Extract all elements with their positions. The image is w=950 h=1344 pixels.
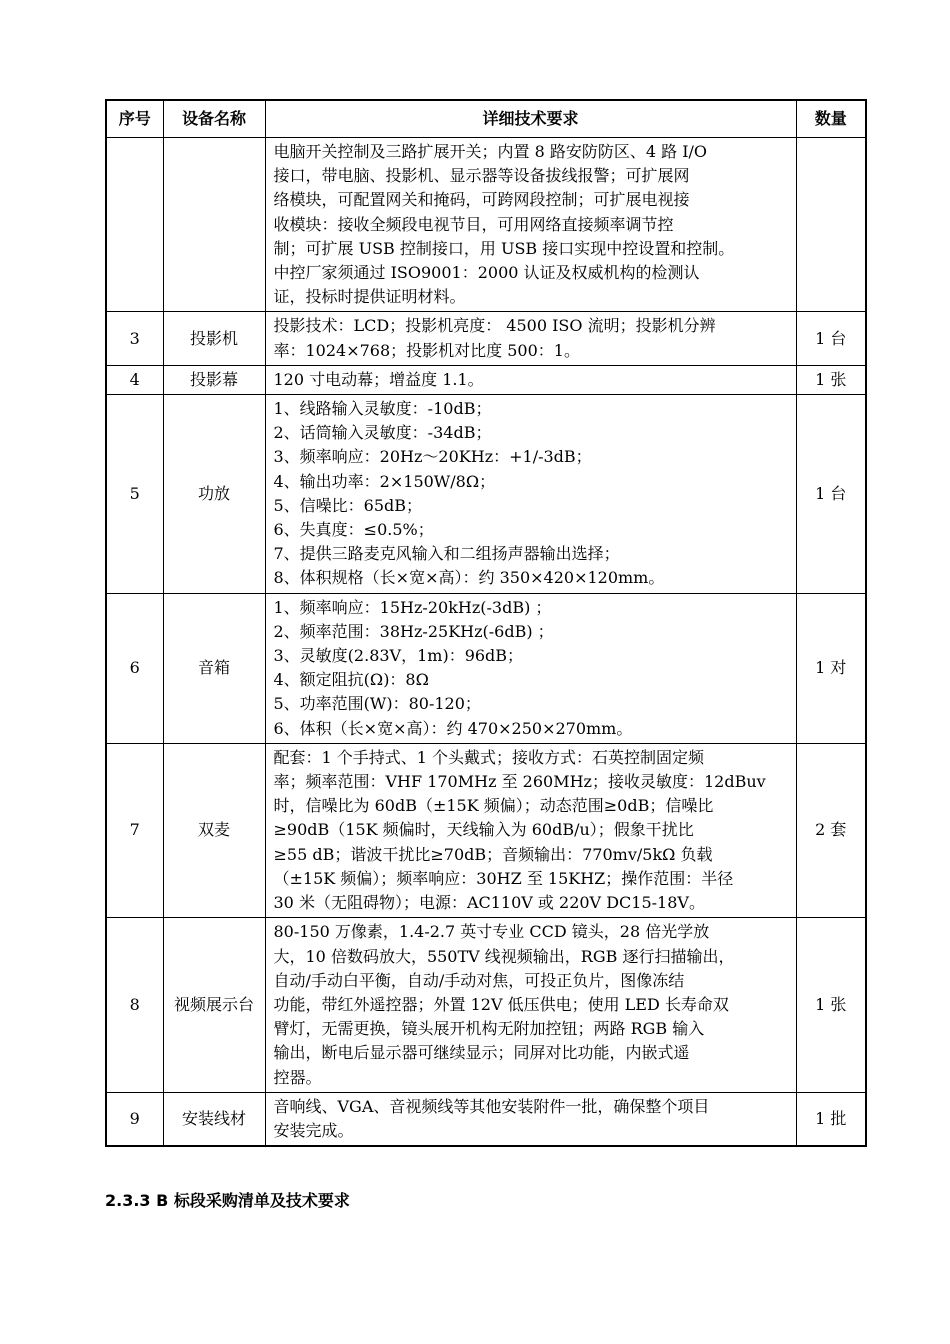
requirement-line: 80-150 万像素，1.4-2.7 英寸专业 CCD 镜头，28 倍光学放 [273, 922, 710, 942]
requirement-line: 证，投标时提供证明材料。 [273, 287, 466, 307]
quantity [796, 138, 866, 312]
requirement-line: ≥90dB（15K 频偏时，天线输入为 60dB/u）；假象干扰比 [273, 820, 694, 840]
quantity: 1 批 [796, 1092, 866, 1146]
requirement-line: 1、线路输入灵敏度：-10dB； [273, 399, 492, 419]
requirement-line: 中控厂家须通过 ISO9001：2000 认证及权威机构的检测认 [273, 263, 700, 283]
requirement-line: 络模块，可配置网关和掩码，可跨网段控制；可扩展电视接 [273, 190, 690, 210]
requirement-line: 自动/手动白平衡，自动/手动对焦，可投正负片，图像冻结 [273, 970, 685, 990]
requirement-line: 输出，断电后显示器可继续显示；同屏对比功能，内嵌式遥 [273, 1043, 690, 1063]
requirement-line: 6、体积（长×宽×高）：约 470×250×270mm。 [273, 718, 633, 738]
row-number: 4 [106, 365, 163, 394]
table-row [106, 1092, 866, 1146]
technical-requirements [265, 743, 796, 917]
requirement-line: 收模块：接收全频段电视节目，可用网络直接频率调节控 [273, 214, 674, 234]
requirement-line: ≥55 dB；谐波干扰比≥70dB；音频输出：770mv/5kΩ 负载 [273, 844, 713, 864]
quantity: 1 对 [796, 593, 866, 743]
requirement-line: 电脑开关控制及三路扩展开关；内置 8 路安防防区、4 路 I/O [273, 142, 708, 161]
requirement-line: 3、频率响应：20Hz～20KHz：+1/-3dB； [273, 447, 592, 467]
section-heading: 2.3.3 B 标段采购清单及技术要求 [105, 1191, 350, 1210]
equipment-name: 双麦 [163, 743, 265, 917]
requirement-line: 功能，带红外遥控器；外置 12V 低压供电；使用 LED 长寿命双 [273, 994, 729, 1014]
requirement-line: 率：1024×768；投影机对比度 500：1。 [273, 340, 580, 360]
equipment-spec-table [105, 99, 867, 1147]
quantity: 1 张 [796, 365, 866, 394]
requirement-line: 时，信噪比为 60dB（±15K 频偏）；动态范围≥0dB；信噪比 [273, 796, 714, 816]
requirement-line: 30 米（无阻碍物）；电源：AC110V 或 220V DC15-18V。 [273, 893, 705, 913]
requirement-line: 8、体积规格（长×宽×高）：约 350×420×120mm。 [273, 568, 665, 588]
requirement-line: 2、频率范围：38Hz-25KHz(-6dB) ； [273, 621, 554, 641]
technical-requirements [265, 365, 796, 394]
requirement-line: 1、频率响应：15Hz-20kHz(-3dB) ； [273, 597, 552, 617]
requirement-line: 控器。 [273, 1067, 322, 1087]
technical-requirements [265, 312, 796, 365]
table-row [106, 918, 866, 1092]
equipment-name: 安装线材 [163, 1092, 265, 1146]
technical-requirements [265, 593, 796, 743]
table-row [106, 138, 866, 312]
equipment-name [163, 138, 265, 312]
requirement-line: 4、输出功率：2×150W/8Ω； [273, 471, 496, 491]
table-row [106, 395, 866, 594]
quantity: 1 台 [796, 395, 866, 594]
row-number: 5 [106, 395, 163, 594]
equipment-name: 音箱 [163, 593, 265, 743]
quantity: 1 台 [796, 312, 866, 365]
table-row [106, 743, 866, 917]
technical-requirements [265, 918, 796, 1092]
requirement-line: 6、失真度：≤0.5%； [273, 520, 434, 540]
requirement-line: 5、功率范围(W)：80-120； [273, 694, 481, 714]
table-row [106, 593, 866, 743]
requirement-line: 3、灵敏度(2.83V，1m)：96dB； [273, 646, 524, 666]
requirement-line: 音响线、VGA、音视频线等其他安装附件一批，确保整个项目 [273, 1096, 710, 1116]
row-number: 3 [106, 312, 163, 365]
table-header-row [106, 100, 866, 138]
requirement-line: 率；频率范围：VHF 170MHz 至 260MHz；接收灵敏度：12dBuv [273, 772, 766, 792]
row-number: 7 [106, 743, 163, 917]
quantity: 1 张 [796, 918, 866, 1092]
row-number: 8 [106, 918, 163, 1092]
requirement-line: 接口，带电脑、投影机、显示器等设备拔线报警；可扩展网 [273, 166, 690, 186]
requirement-line: 2、话筒输入灵敏度：-34dB； [273, 423, 492, 443]
quantity: 2 套 [796, 743, 866, 917]
header-requirements: 详细技术要求 [265, 100, 796, 138]
requirement-line: 120 寸电动幕；增益度 1.1。 [273, 369, 484, 389]
requirement-line: 7、提供三路麦克风输入和二组扬声器输出选择； [273, 544, 620, 564]
header-no: 序号 [106, 100, 163, 138]
requirement-line: 安装完成。 [273, 1120, 354, 1140]
equipment-name: 投影幕 [163, 365, 265, 394]
row-number [106, 138, 163, 312]
equipment-name: 视频展示台 [163, 918, 265, 1092]
equipment-name: 投影机 [163, 312, 265, 365]
requirement-line: 配套：1 个手持式、1 个头戴式；接收方式：石英控制固定频 [273, 747, 705, 767]
technical-requirements [265, 395, 796, 594]
requirement-line: 臂灯，无需更换，镜头展开机构无附加控钮；两路 RGB 输入 [273, 1019, 705, 1039]
technical-requirements [265, 138, 796, 312]
table-row [106, 312, 866, 365]
row-number: 9 [106, 1092, 163, 1146]
requirement-line: （±15K 频偏）；频率响应：30HZ 至 15KHZ；操作范围：半径 [273, 868, 734, 888]
header-name: 设备名称 [163, 100, 265, 138]
requirement-line: 5、信噪比：65dB； [273, 495, 423, 515]
equipment-name: 功放 [163, 395, 265, 594]
row-number: 6 [106, 593, 163, 743]
requirement-line: 投影技术：LCD；投影机亮度： 4500 ISO 流明；投影机分辨 [273, 316, 716, 336]
technical-requirements [265, 1092, 796, 1146]
requirement-line: 制；可扩展 USB 控制接口，用 USB 接口实现中控设置和控制。 [273, 238, 735, 258]
table-row [106, 365, 866, 394]
requirement-line: 4、额定阻抗(Ω)：8Ω [273, 670, 429, 690]
requirement-line: 大，10 倍数码放大，550TV 线视频输出，RGB 逐行扫描输出， [273, 946, 735, 966]
header-quantity: 数量 [796, 100, 866, 138]
